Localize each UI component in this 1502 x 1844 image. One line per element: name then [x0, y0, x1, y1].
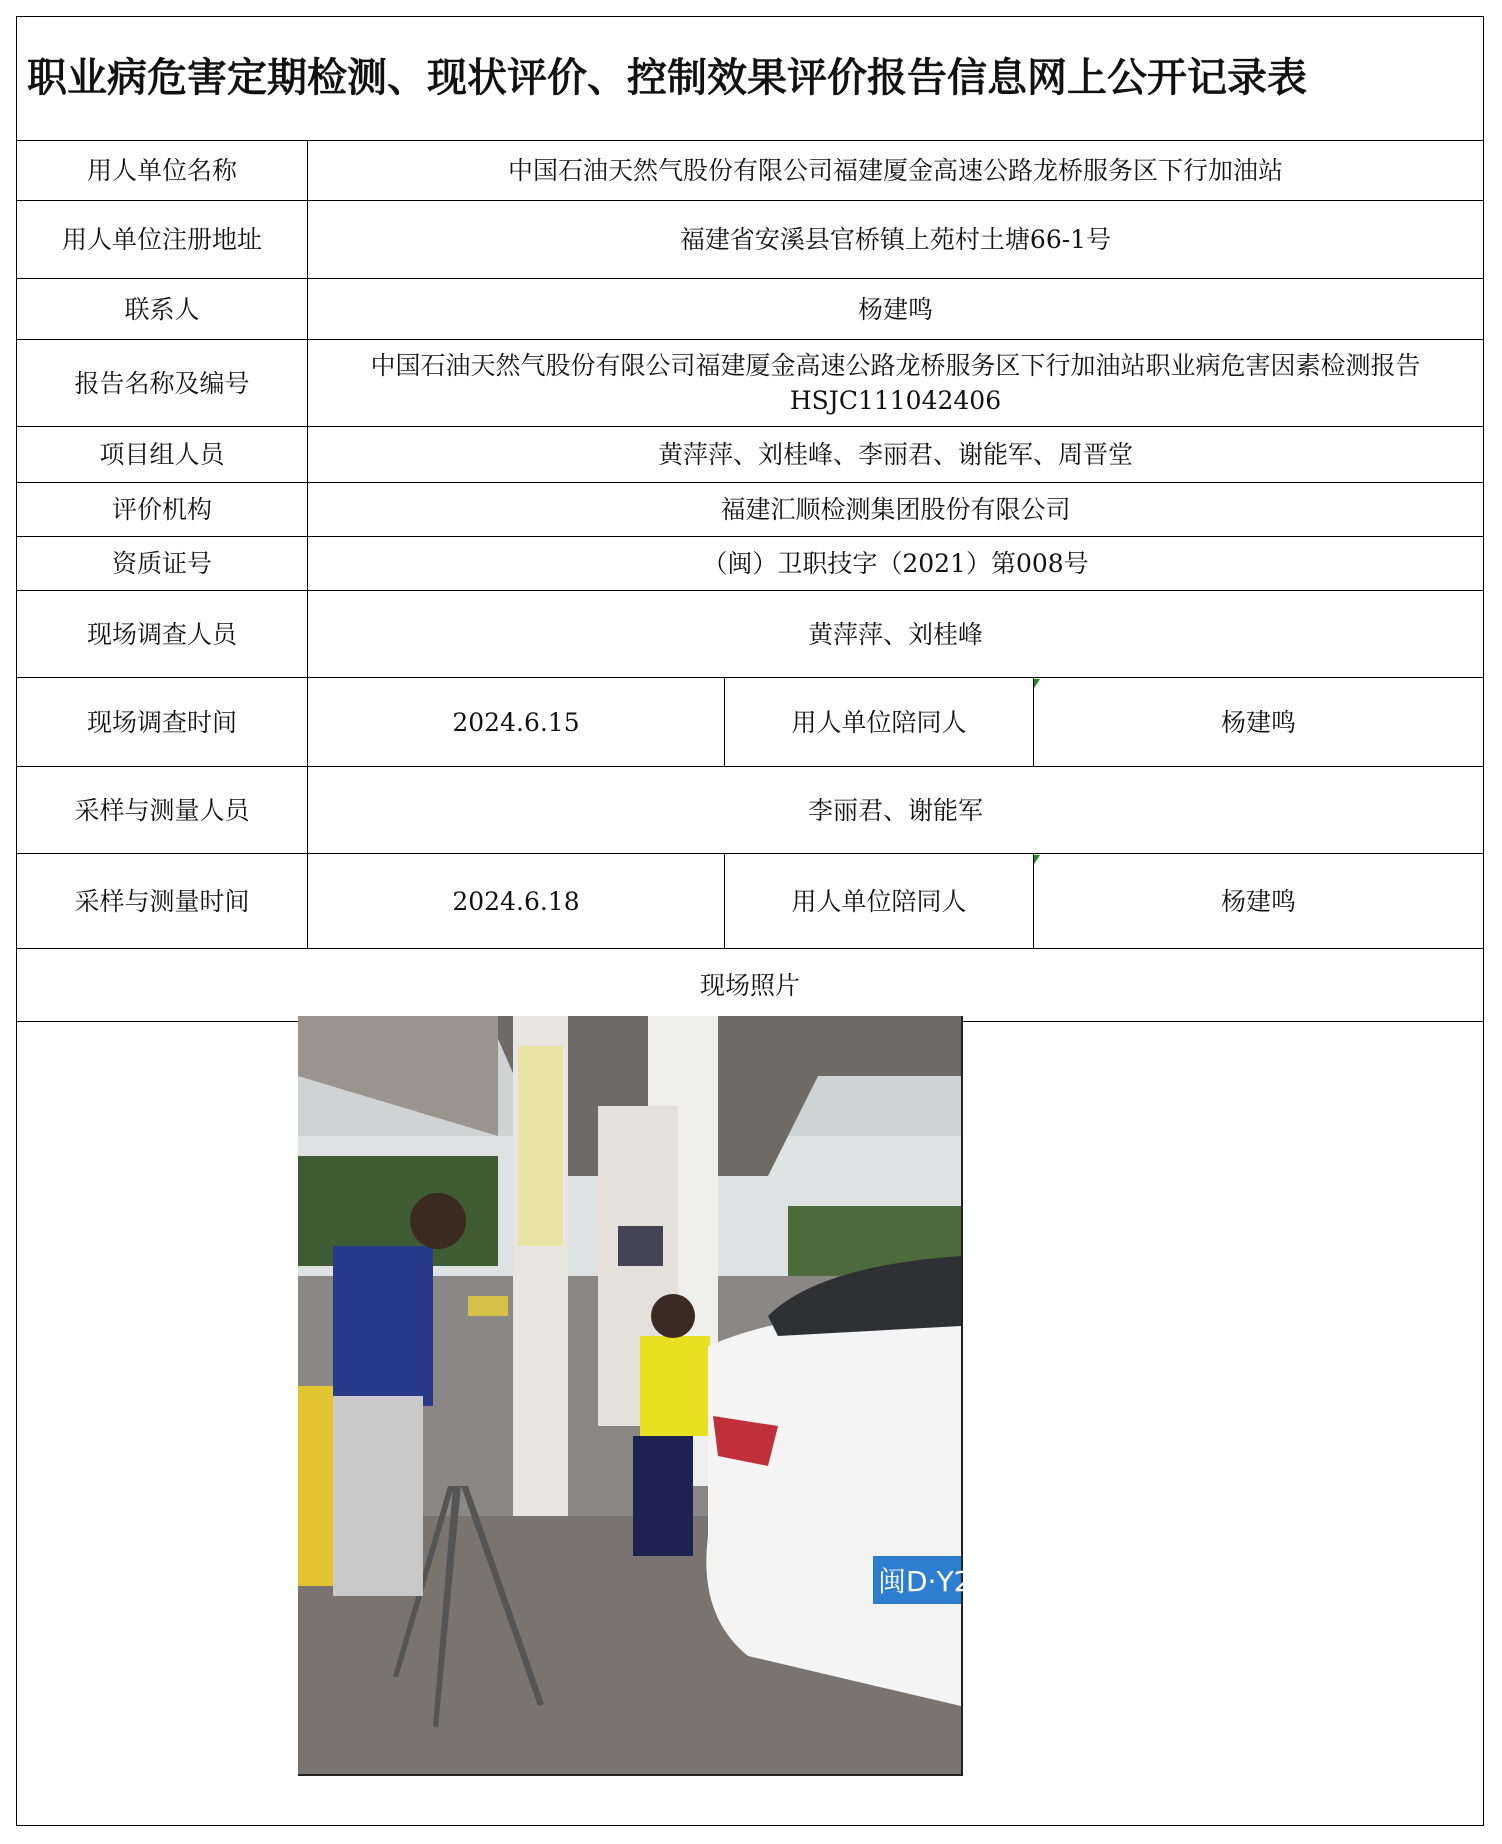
label-agency: 评价机构: [16, 482, 308, 537]
label-project-team: 项目组人员: [16, 426, 308, 483]
label-employer-name: 用人单位名称: [16, 140, 308, 201]
label-report: 报告名称及编号: [16, 339, 308, 427]
value-certificate: （闽）卫职技字（2021）第008号: [307, 536, 1484, 591]
label-site-photo: 现场照片: [16, 948, 1484, 1022]
value-contact: 杨建鸣: [307, 278, 1484, 340]
label-employer-address: 用人单位注册地址: [16, 200, 308, 279]
label-survey-time: 现场调查时间: [16, 677, 308, 767]
value-survey-staff: 黄萍萍、刘桂峰: [307, 590, 1484, 678]
value-employer-name: 中国石油天然气股份有限公司福建厦金高速公路龙桥服务区下行加油站: [307, 140, 1484, 201]
label-survey-companion: 用人单位陪同人: [724, 677, 1034, 767]
form-title: [16, 16, 1484, 141]
label-certificate: 资质证号: [16, 536, 308, 591]
comment-marker: [1034, 855, 1040, 864]
site-photo-image: [298, 1016, 972, 1774]
value-sampling-time: 2024.6.18: [307, 853, 725, 949]
label-contact: 联系人: [16, 278, 308, 340]
label-survey-staff: 现场调查人员: [16, 590, 308, 678]
value-survey-companion: 杨建鸣: [1033, 677, 1484, 767]
label-sampling-time: 采样与测量时间: [16, 853, 308, 949]
value-sampling-companion: 杨建鸣: [1033, 853, 1484, 949]
value-project-team: 黄萍萍、刘桂峰、李丽君、谢能军、周晋堂: [307, 426, 1484, 483]
value-employer-address: 福建省安溪县官桥镇上苑村土塘66-1号: [307, 200, 1484, 279]
value-survey-time: 2024.6.15: [307, 677, 725, 767]
label-sampling-companion: 用人单位陪同人: [724, 853, 1034, 949]
title-text: 职业病危害定期检测、现状评价、控制效果评价报告信息网上公开记录表: [27, 55, 1307, 101]
label-sampling-staff: 采样与测量人员: [16, 766, 308, 854]
comment-marker: [1034, 679, 1040, 688]
license-plate-text: 闽D·Y2: [878, 1565, 972, 1598]
value-sampling-staff: 李丽君、谢能军: [307, 766, 1484, 854]
site-photo: [298, 1016, 972, 1776]
value-report: 中国石油天然气股份有限公司福建厦金高速公路龙桥服务区下行加油站职业病危害因素检测报告HSJC111042406: [307, 339, 1484, 427]
value-agency: 福建汇顺检测集团股份有限公司: [307, 482, 1484, 537]
